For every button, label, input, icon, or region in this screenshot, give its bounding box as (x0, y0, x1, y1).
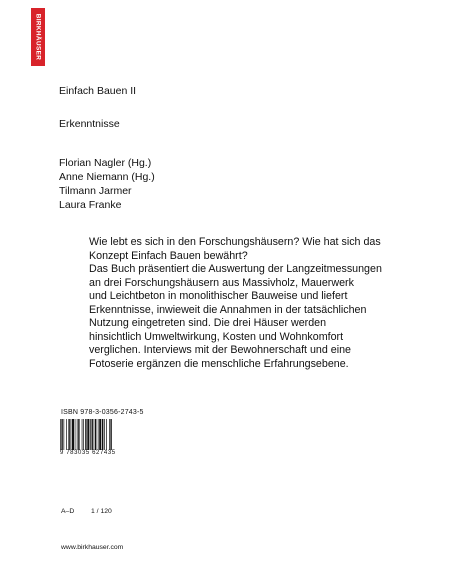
blurb-line: Erkenntnisse, inwieweit die Annahmen in der tatsächlichen (89, 303, 367, 316)
logo-text: BIRKHÄUSER (34, 13, 42, 61)
price-region: A–D (61, 508, 75, 515)
barcode (60, 419, 128, 450)
book-subtitle: Erkenntnisse (59, 118, 120, 130)
blurb-line: Nutzung eingetreten sind. Die drei Häuser werden (89, 317, 327, 329)
blurb-line: Wie lebt es sich in den Forschungshäusern? Wie hat sich das (89, 236, 381, 248)
publisher-url[interactable]: www.birkhauser.com (61, 544, 124, 551)
author: Tilmann Jarmer (59, 185, 132, 197)
book-title: Einfach Bauen II (59, 85, 137, 97)
blurb-line: verglichen. Interviews mit der Bewohnerschaft und eine (89, 344, 351, 356)
blurb-line: an drei Forschungshäusern aus Massivholz, Mauerwerk (89, 276, 354, 289)
barcode-digits: 9 783035 627435 (60, 450, 116, 456)
birkhauser-logo (31, 8, 45, 66)
author: Laura Franke (59, 199, 122, 211)
author: Florian Nagler (Hg.) (59, 157, 152, 169)
blurb-text (89, 236, 419, 371)
author: Anne Niemann (Hg.) (59, 171, 155, 183)
isbn-label: ISBN 978-3-0356-2743-5 (61, 409, 144, 416)
price-code: 1 / 120 (91, 508, 112, 515)
blurb-line: hinsichtlich Umweltwirkung, Kosten und Wohnkomfort (89, 330, 344, 343)
blurb-line: Das Buch präsentiert die Auswertung der Langzeitmessungen (89, 263, 382, 275)
blurb-line: Konzept Einfach Bauen bewährt? (89, 249, 248, 262)
blurb-line: und Leichtbeton in monolithischer Bauweise und liefert (89, 290, 348, 302)
blurb-line: Fotoserie ergänzen die menschliche Erfahrungsebene. (89, 357, 349, 370)
